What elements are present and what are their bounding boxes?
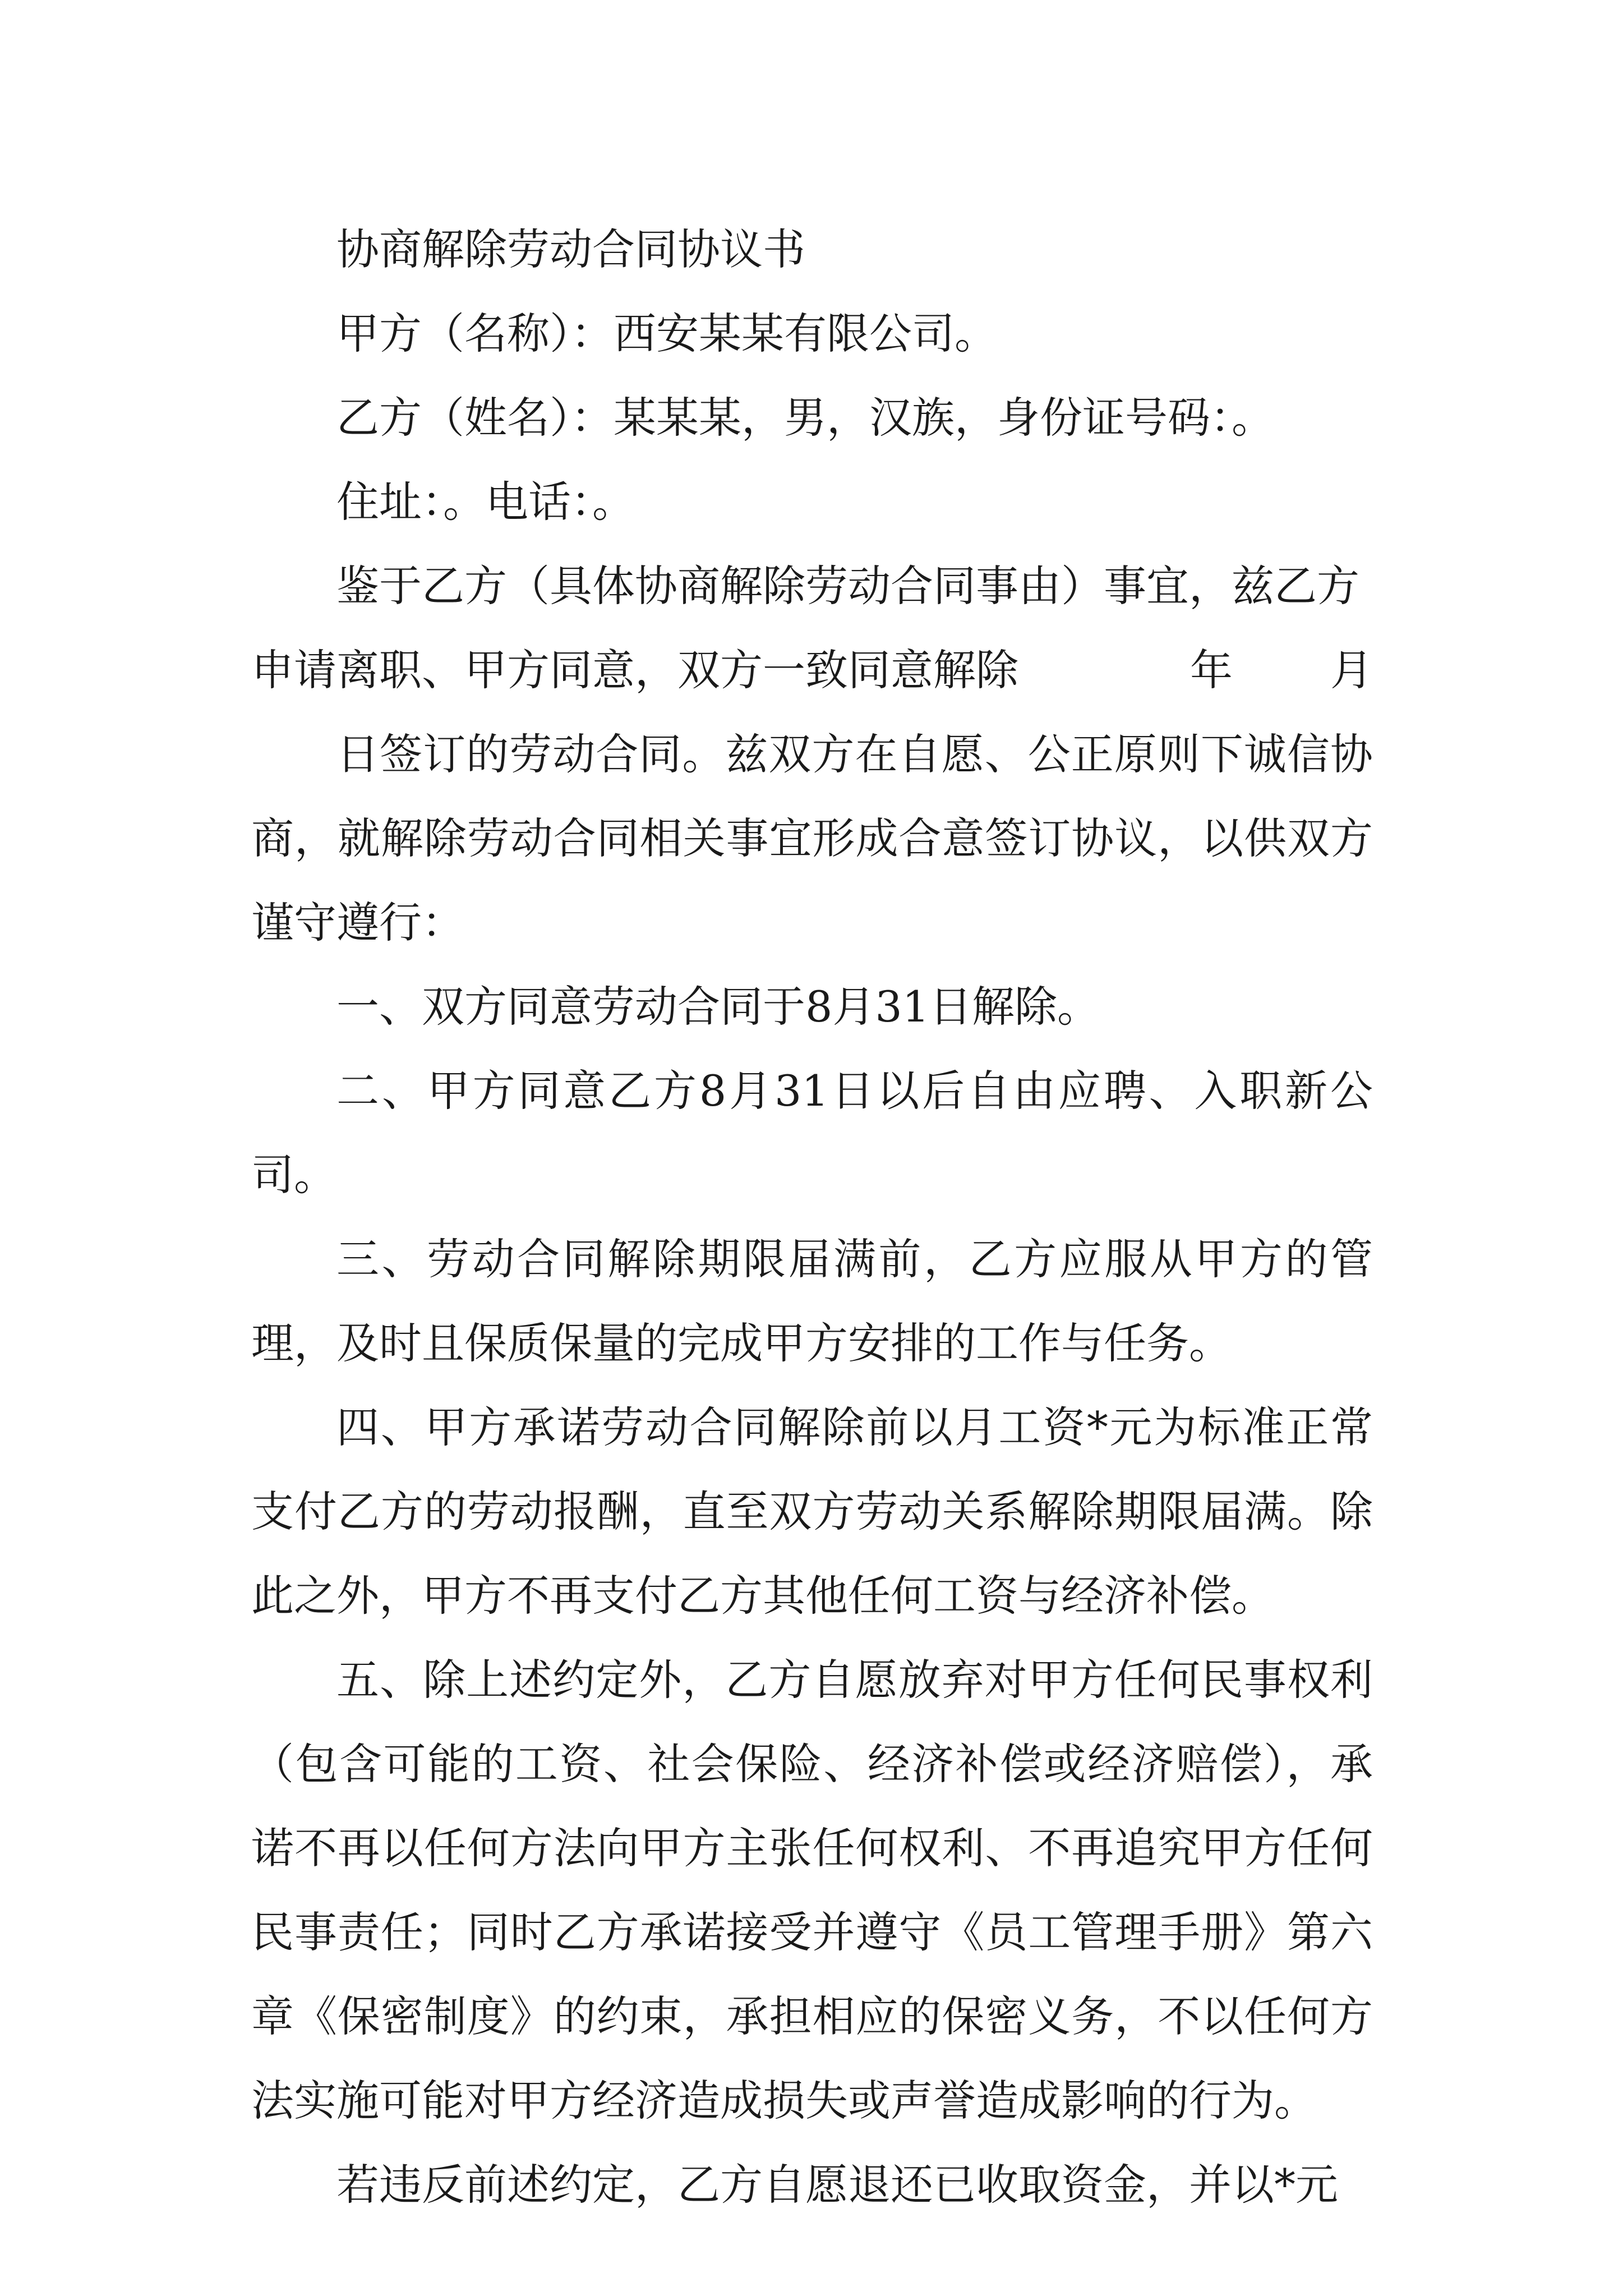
date-blank — [1018, 628, 1190, 712]
clause-4: 四、甲方承诺劳动合同解除前以月工资*元为标准正常支付乙方的劳动报酬，直至双方劳动关系解除期限届满。除此之外，甲方不再支付乙方其他任何工资与经济补偿。 — [251, 1402, 1373, 1621]
clause-3: 三、劳动合同解除期限届满前，乙方应服从甲方的管理，及时且保质保量的完成甲方安排的工作与任务。 — [251, 1234, 1373, 1368]
preamble-line-2: 申请离职、甲方同意，双方一致同意解除 — [251, 645, 1018, 695]
party-b-line: 乙方（姓名）：某某某，男，汉族，身份证号码：。 — [336, 393, 1274, 443]
party-a-line: 甲方（名称）：西安某某有限公司。 — [336, 309, 997, 358]
preamble-line-1: 鉴于乙方（具体协商解除劳动合同事由）事宜，兹乙方 — [336, 561, 1359, 611]
year-label: 年 — [1190, 645, 1233, 695]
preamble-paragraph: 日签订的劳动合同。兹双方在自愿、公正原则下诚信协商，就解除劳动合同相关事宜形成合意签订协议，以供双方谨守遵行： — [251, 729, 1373, 947]
document-body — [251, 208, 1373, 2227]
month-label: 月 — [1330, 645, 1373, 695]
clause-1: 一、双方同意劳动合同于8月31日解除。 — [336, 982, 1100, 1032]
document-title: 协商解除劳动合同协议书 — [336, 224, 805, 274]
address-phone-line: 住址：。电话：。 — [336, 477, 635, 527]
clause-2: 二、甲方同意乙方8月31日以后自由应聘、入职新公司。 — [251, 1066, 1373, 1200]
preamble-date-line — [251, 628, 1373, 712]
clause-5: 五、除上述约定外，乙方自愿放弃对甲方任何民事权利（包含可能的工资、社会保险、经济补偿或经济赔偿），承诺不再以任何方法向甲方主张任何权利、不再追究甲方任何民事责任；同时乙方承诺接受并遵守《员工管理手册》第六章《保密制度》的约束，承担相应的保密义务，不以任何方法实施可能对甲方经济造成损失或声誉造成影响的行为。 — [251, 1655, 1373, 2125]
violation-clause: 若违反前述约定，乙方自愿退还已收取资金，并以*元 — [336, 2160, 1338, 2210]
